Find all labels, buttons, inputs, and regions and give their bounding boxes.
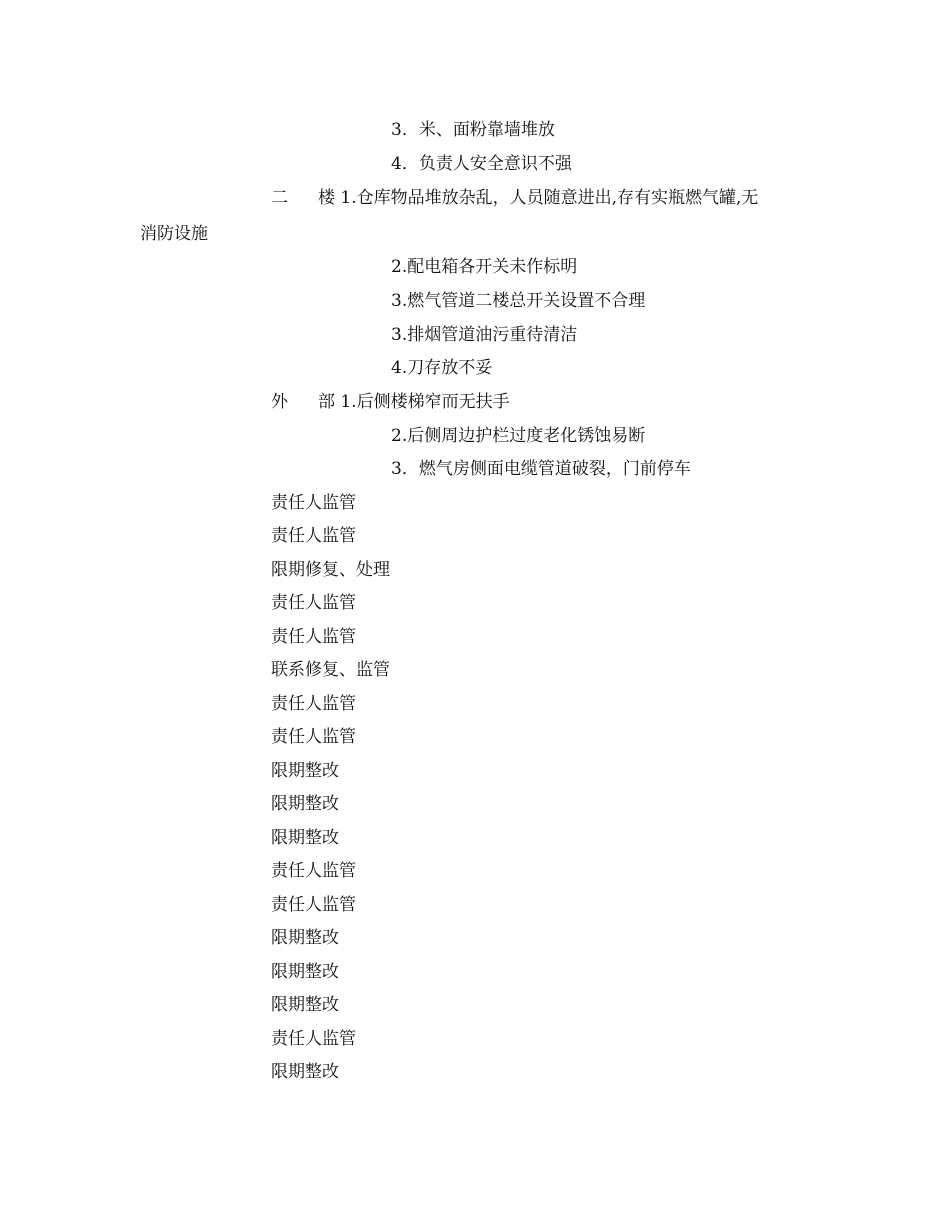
measure-line: 责任人监管 xyxy=(271,493,356,513)
measure-line: 限期整改 xyxy=(271,794,339,814)
measure-line: 责任人监管 xyxy=(271,694,356,714)
measure-line: 限期整改 xyxy=(271,828,339,848)
measure-line: 限期整改 xyxy=(271,1062,339,1082)
exterior-item-3: 3．燃气房侧面电缆管道破裂，门前停车 xyxy=(391,459,691,479)
measure-line: 限期整改 xyxy=(271,962,339,982)
second-floor-item-1-continuation: 消防设施 xyxy=(140,224,208,244)
measure-line: 限期整改 xyxy=(271,995,339,1015)
measure-line: 责任人监管 xyxy=(271,1029,356,1049)
measure-line: 责任人监管 xyxy=(271,727,356,747)
measure-line: 责任人监管 xyxy=(271,895,356,915)
measure-line: 联系修复、监管 xyxy=(271,660,390,680)
measure-line: 限期修复、处理 xyxy=(271,560,390,580)
measure-line: 限期整改 xyxy=(271,761,339,781)
exterior-first-line xyxy=(271,391,510,413)
exterior-label-char1: 外 xyxy=(271,392,288,412)
measure-line: 责任人监管 xyxy=(271,627,356,647)
second-floor-item-2: 2.配电箱各开关未作标明 xyxy=(391,257,578,277)
exterior-item-1: 1.后侧楼梯窄而无扶手 xyxy=(340,392,510,412)
exterior-item-2: 2.后侧周边护栏过度老化锈蚀易断 xyxy=(391,426,646,446)
second-floor-item-4: 4.刀存放不妥 xyxy=(391,358,493,378)
second-floor-item-3b: 3.排烟管道油污重待清洁 xyxy=(391,325,578,345)
second-floor-item-1: 1.仓库物品堆放杂乱，人员随意进出,存有实瓶燃气罐,无 xyxy=(340,188,759,208)
top-item-3: 3．米、面粉靠墙堆放 xyxy=(391,120,555,140)
second-floor-first-line xyxy=(271,187,758,209)
measure-line: 限期整改 xyxy=(271,928,339,948)
second-floor-item-3a: 3.燃气管道二楼总开关设置不合理 xyxy=(391,291,646,311)
measure-line: 责任人监管 xyxy=(271,861,356,881)
measure-line: 责任人监管 xyxy=(271,526,356,546)
second-floor-label-char1: 二 xyxy=(271,188,288,208)
exterior-label-char2: 部 xyxy=(318,392,335,412)
second-floor-label-char2: 楼 xyxy=(318,188,335,208)
top-item-4: 4．负责人安全意识不强 xyxy=(391,154,572,174)
measure-line: 责任人监管 xyxy=(271,593,356,613)
